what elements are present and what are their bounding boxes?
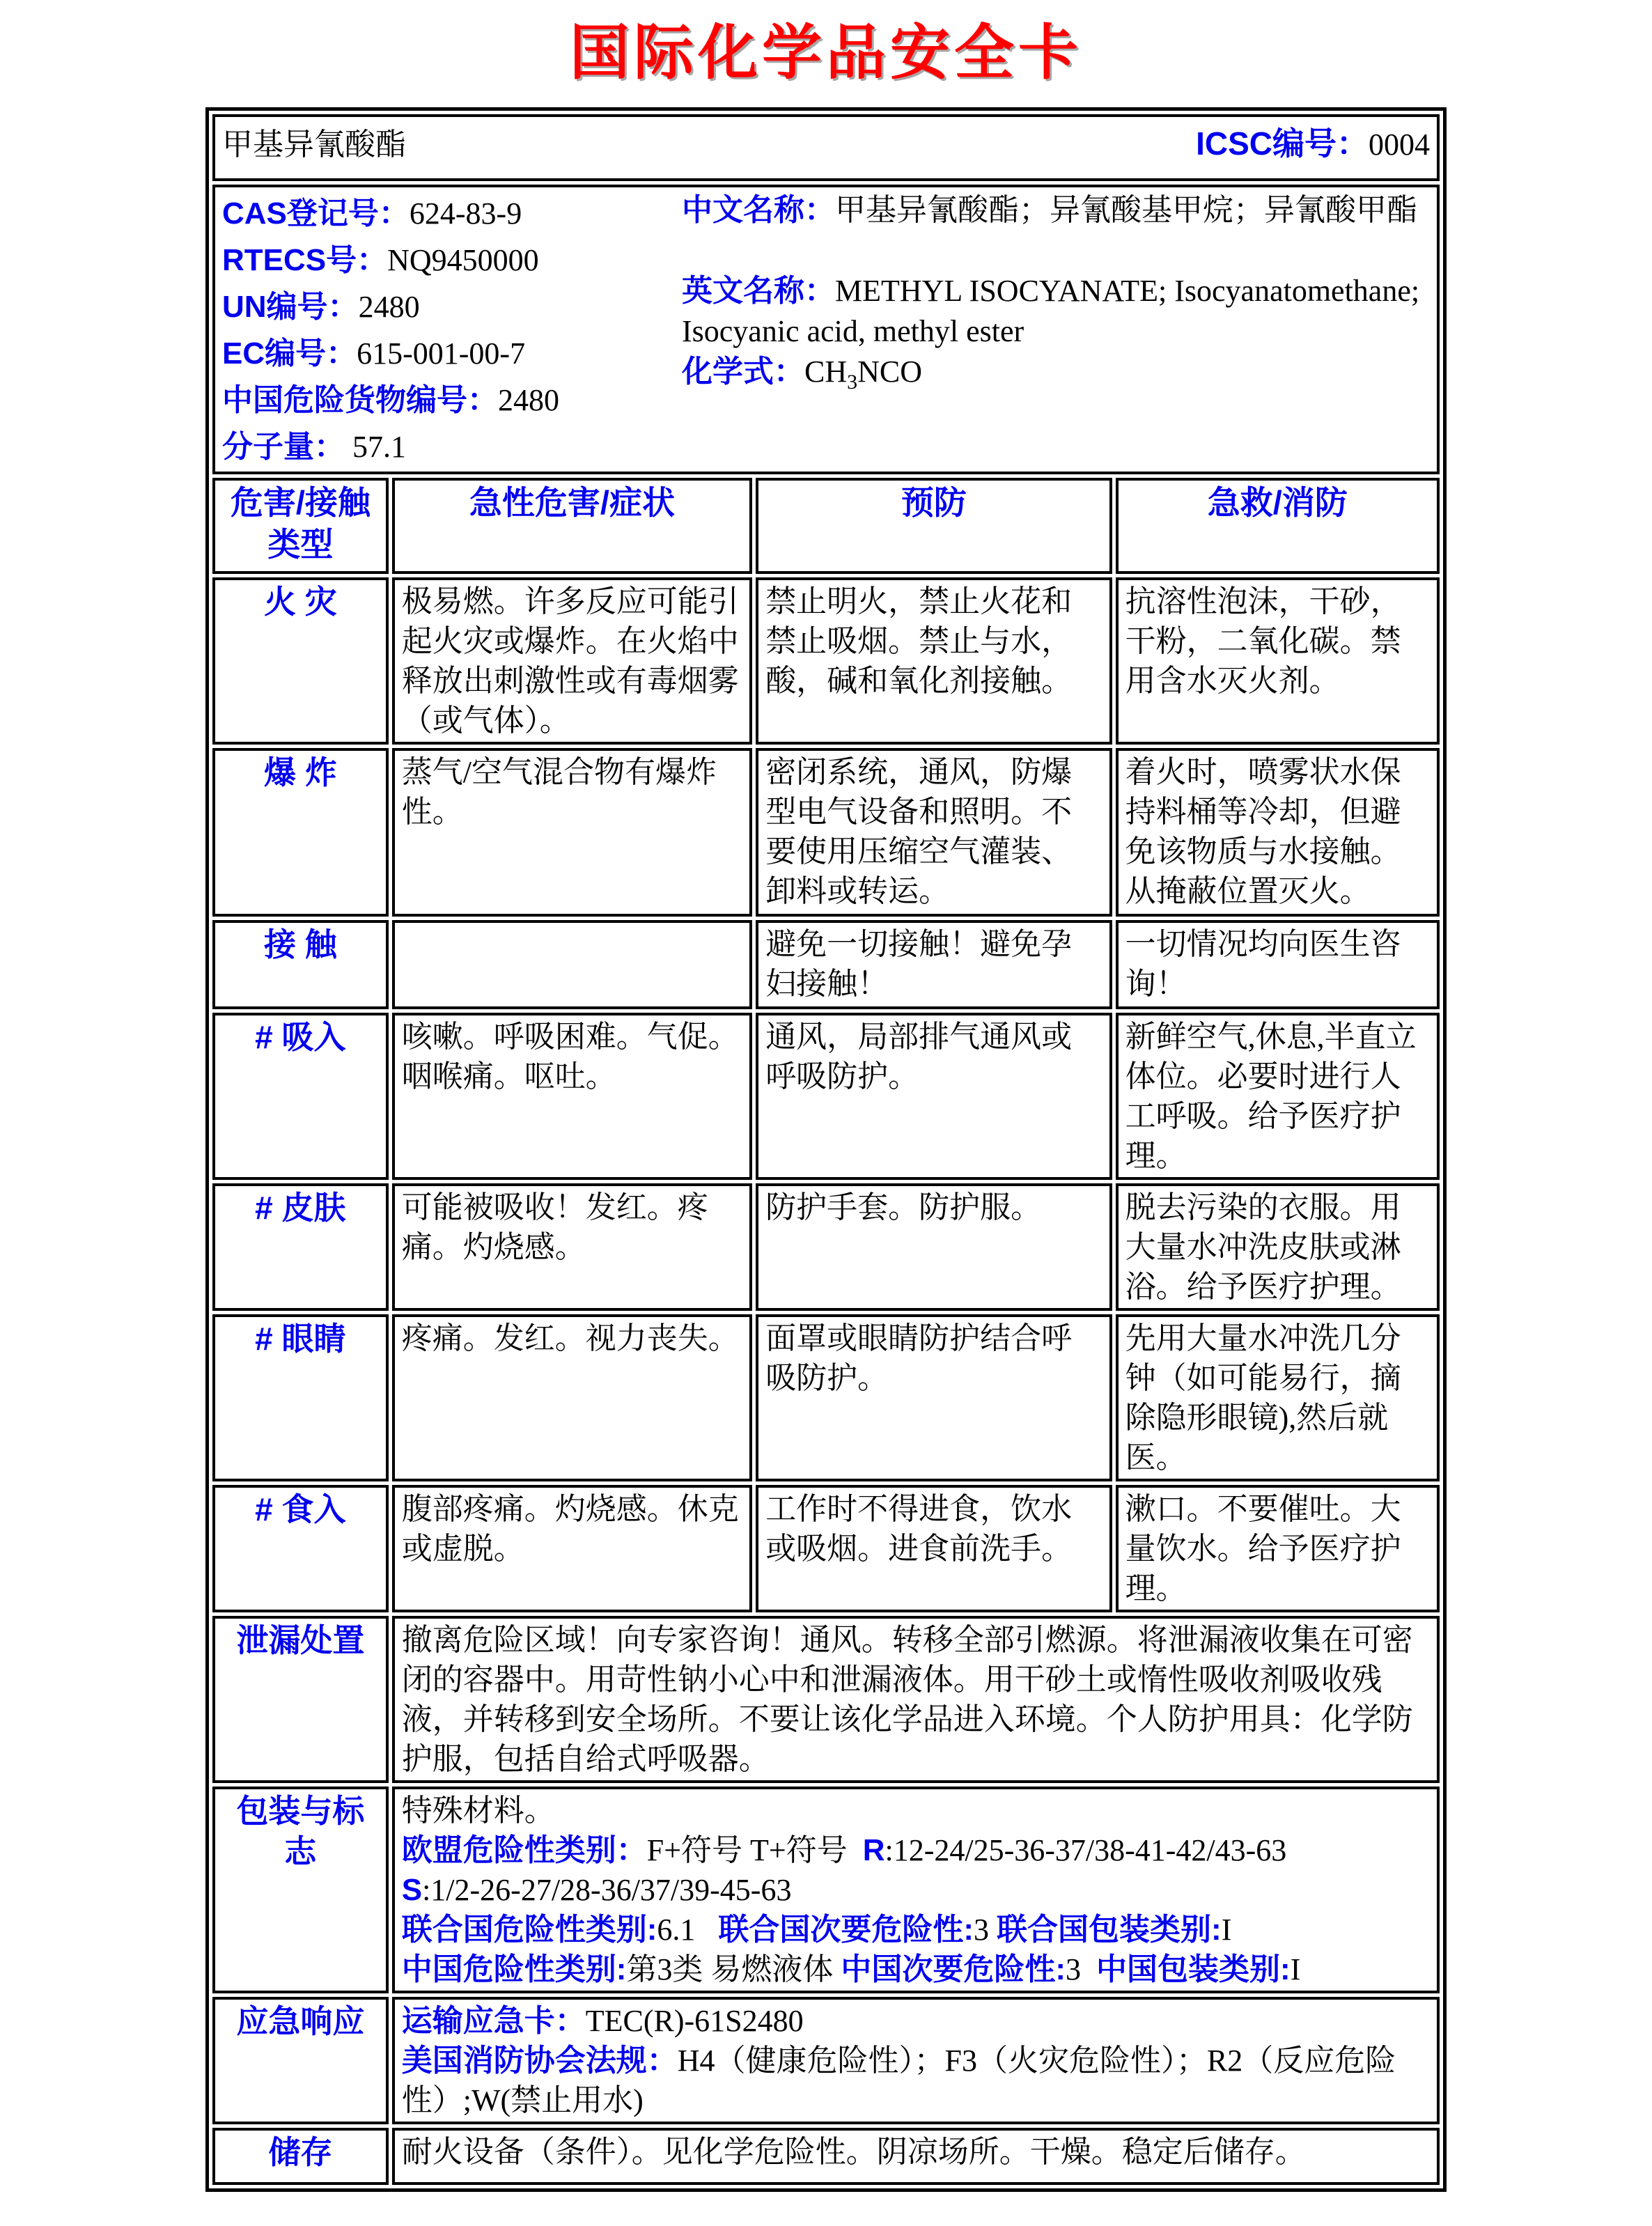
hazard-type-label: # 食入 (212, 1485, 389, 1612)
field-label: 联合国次要危险性: (718, 1913, 974, 1947)
field-value: TEC(R)-61S2480 (585, 2004, 804, 2038)
identification-row (212, 185, 1440, 474)
hazard-row-skin (212, 1183, 1440, 1311)
card-header-row (212, 114, 1440, 181)
hazard-row-inhalation (212, 1013, 1440, 1180)
field-label: 美国消防协会法规： (401, 2044, 678, 2078)
hazard-type-label: 接 触 (212, 920, 389, 1009)
identification-cell (212, 185, 1440, 474)
text-line (402, 2041, 1430, 2120)
hazard-type-label: # 皮肤 (212, 1183, 389, 1311)
fire-prevention: 禁止明火，禁止火花和禁止吸烟。禁止与水，酸，碱和氧化剂接触。 (756, 577, 1112, 745)
fire-firstaid: 抗溶性泡沫，干砂，干粉，二氧化碳。禁用含水灭火剂。 (1116, 577, 1440, 745)
text-line (402, 1910, 1430, 1949)
hazard-type-label: 爆 炸 (212, 748, 389, 917)
packaging-content (392, 1787, 1440, 1993)
field-value: 3 (1066, 1952, 1097, 1986)
col-header-firstaid: 急救/消防 (1116, 478, 1440, 574)
text-line (402, 2001, 1430, 2041)
hazard-type-label: # 吸入 (212, 1013, 389, 1180)
un-number: UN编号：2480 (222, 290, 420, 324)
english-name: 英文名称：METHYL ISOCYANATE; Isocyanatomethane; Isocyanic acid, methyl ester (682, 274, 1420, 348)
card-header-cell (212, 114, 1440, 181)
emergency-row (212, 1997, 1440, 2124)
text-line (402, 1830, 1430, 1870)
field-value: I (1221, 1913, 1232, 1947)
spill-content: 撤离危险区域！向专家咨询！通风。转移全部引燃源。将泄漏液收集在可密闭的容器中。用苛性钠小心中和泄漏液体。用干砂土或惰性吸收剂吸收残液，并转移到安全场所。不要让该化学品进入环境。个人防护用具：化学防护服，包括自给式呼吸器。 (392, 1616, 1440, 1783)
field-label: 中国次要危险性: (841, 1952, 1066, 1986)
text-line (402, 1949, 1430, 1989)
chinese-name: 中文名称：甲基异氰酸酯；异氰酸基甲烷；异氰酸甲酯 (682, 193, 1417, 227)
hazard-row-eyes (212, 1314, 1440, 1481)
contact-firstaid: 一切情况均向医生咨询！ (1116, 920, 1440, 1009)
skin-firstaid: 脱去污染的衣服。用大量水冲洗皮肤或淋浴。给予医疗护理。 (1116, 1183, 1440, 1311)
ingestion-symptoms: 腹部疼痛。灼烧感。休克或虚脱。 (392, 1485, 752, 1612)
fire-symptoms: 极易燃。许多反应可能引起火灾或爆炸。在火焰中释放出刺激性或有毒烟雾（或气体）。 (392, 577, 752, 745)
chemical-formula: 化学式：$CH_3NCO$ (682, 355, 923, 394)
eyes-prevention: 面罩或眼睛防护结合呼吸防护。 (756, 1314, 1112, 1481)
storage-row (212, 2128, 1440, 2185)
ingestion-firstaid: 漱口。不要催吐。大量饮水。给予医疗护理。 (1116, 1485, 1440, 1612)
field-label: 中国包装类别: (1096, 1952, 1291, 1986)
hazard-row-explosion (212, 748, 1440, 917)
icsc-number-label: ICSC编号： (1196, 125, 1369, 162)
field-label: 运输应急卡： (401, 2004, 586, 2038)
hazard-row-ingestion (212, 1485, 1440, 1612)
explosion-firstaid: 着火时，喷雾状水保持料桶等冷却，但避免该物质与水接触。从掩蔽位置灭火。 (1116, 748, 1440, 917)
spill-row (212, 1616, 1440, 1783)
col-header-prevention: 预防 (756, 478, 1112, 574)
inhalation-prevention: 通风，局部排气通风或呼吸防护。 (756, 1013, 1112, 1180)
field-value: 3 (974, 1913, 997, 1947)
field-value: 第3类 易燃液体 (626, 1952, 841, 1986)
packaging-row (212, 1787, 1440, 1993)
chemical-name: 甲基异氰酸酯 (222, 127, 406, 162)
col-header-hazard-type: 危害/接触类型 (212, 478, 389, 574)
molecular-weight: 分子量： 57.1 (222, 430, 406, 464)
field-value: F+符号 T+符号 (646, 1833, 863, 1867)
contact-prevention: 避免一切接触！避免孕妇接触！ (756, 920, 1112, 1009)
field-value: 特殊材料。 (401, 1793, 555, 1828)
storage-label: 储存 (212, 2128, 389, 2185)
skin-symptoms: 可能被吸收！发红。疼痛。灼烧感。 (392, 1183, 752, 1311)
field-label: 联合国包装类别: (997, 1913, 1222, 1947)
inhalation-symptoms: 咳嗽。呼吸困难。气促。咽喉痛。呕吐。 (392, 1013, 752, 1180)
cas-number: CAS登记号：624-83-9 (222, 196, 522, 231)
hazard-row-fire (212, 577, 1440, 745)
spill-label: 泄漏处置 (212, 1616, 389, 1783)
field-value: 6.1 (657, 1913, 719, 1947)
field-value: H4（健康危险性）；F3（火灾危险性）；R2（反应危险性）;W(禁止用水) (401, 2044, 1396, 2117)
col-header-symptoms: 急性危害/症状 (392, 478, 752, 574)
field-value: :12-24/25-36-37/38-41-42/43-63 (885, 1833, 1287, 1867)
icsc-number-value: 0004 (1369, 127, 1430, 162)
ec-number: EC编号：615-001-00-7 (222, 336, 526, 371)
hazard-row-contact (212, 920, 1440, 1009)
text-line (402, 1870, 1430, 1910)
hazard-type-label: 火 灾 (212, 577, 389, 745)
contact-symptoms (392, 920, 752, 1009)
text-line (402, 1791, 1430, 1830)
field-label: 欧盟危险性类别： (401, 1833, 647, 1867)
packaging-label: 包装与标志 (212, 1787, 389, 1993)
skin-prevention: 防护手套。防护服。 (756, 1183, 1112, 1311)
explosion-prevention: 密闭系统，通风，防爆型电气设备和照明。不要使用压缩空气灌装、卸料或转运。 (756, 748, 1112, 917)
field-label: S (401, 1873, 423, 1907)
emergency-label: 应急响应 (212, 1997, 389, 2124)
eyes-symptoms: 疼痛。发红。视力丧失。 (392, 1314, 752, 1481)
ingestion-prevention: 工作时不得进食，饮水或吸烟。进食前洗手。 (756, 1485, 1112, 1612)
hazard-type-label: # 眼睛 (212, 1314, 389, 1481)
safety-card-table (205, 107, 1447, 2192)
field-value: :1/2-26-27/28-36/37/39-45-63 (422, 1873, 792, 1907)
field-label: 联合国危险性类别: (401, 1913, 657, 1947)
page-title: 国际化学品安全卡 (570, 20, 1082, 86)
registry-ids (222, 189, 682, 470)
field-label: R (862, 1833, 885, 1867)
field-label: 中国危险性类别: (401, 1952, 627, 1986)
icsc-number (1196, 118, 1430, 164)
field-value: I (1290, 1952, 1301, 1986)
china-dg-number: 中国危险货物编号：2480 (222, 383, 559, 417)
inhalation-firstaid: 新鲜空气,休息,半直立体位。必要时进行人工呼吸。给予医疗护理。 (1116, 1013, 1440, 1180)
emergency-content (392, 1997, 1440, 2124)
eyes-firstaid: 先用大量水冲洗几分钟（如可能易行，摘除隐形眼镜),然后就医。 (1116, 1314, 1440, 1481)
chemical-names (682, 189, 1430, 470)
explosion-symptoms: 蒸气/空气混合物有爆炸性。 (392, 748, 752, 917)
storage-content: 耐火设备（条件）。见化学危险性。阴凉场所。干燥。稳定后储存。 (392, 2128, 1440, 2185)
hazard-table-header-row (212, 478, 1440, 574)
rtecs-number: RTECS号：NQ9450000 (222, 243, 539, 277)
